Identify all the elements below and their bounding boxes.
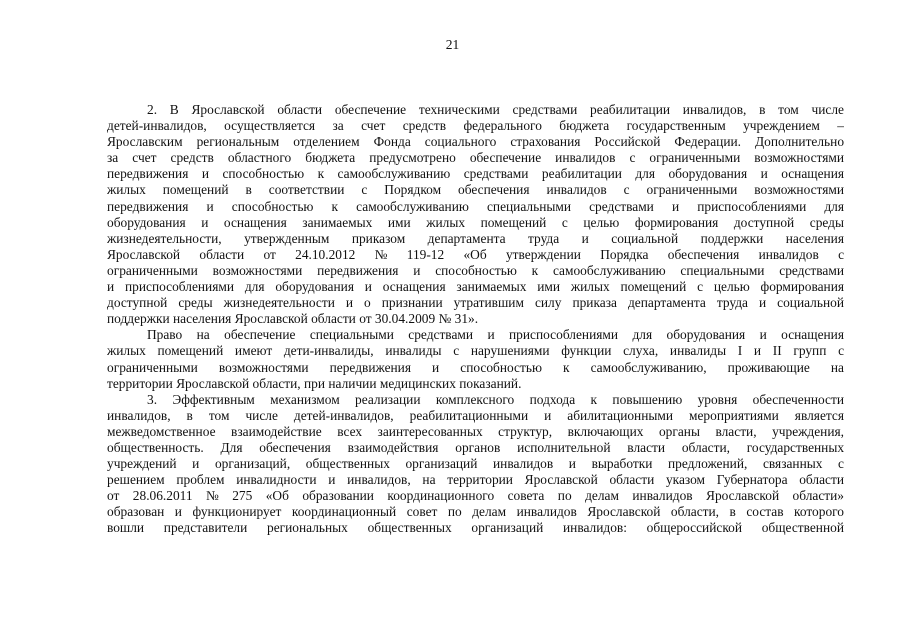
text-line: ограниченными возможностями передвижения и способностью к самообслуживанию специальными средствами	[107, 262, 844, 278]
page-number: 21	[445, 37, 460, 52]
text-line: межведомственное взаимодействие всех заинтересованных структур, включающих органы власти, учреждения,	[107, 423, 844, 439]
text-line: жилых помещений в соответствии с Порядком обеспечения инвалидов с ограниченными возможностями	[107, 182, 844, 198]
text-line: Ярославской области от 24.10.2012 № 119-12 «Об утверждении Порядка обеспечения инвалидов с	[107, 246, 844, 262]
text-line: территории Ярославской области, при наличии медицинских показаний.	[107, 375, 522, 391]
text-line: общественность. Для обеспечения взаимодействия органов исполнительной власти области, государственных	[107, 439, 844, 455]
text-line: и приспособлениями для оборудования и оснащения занимаемых ими жилых помещений с целью формирования	[107, 279, 844, 295]
text-line: Право на обеспечение специальными средствами и приспособлениями для оборудования и оснащения	[147, 327, 844, 343]
text-line: поддержки населения Ярославской области от 30.04.2009 № 31».	[107, 311, 479, 327]
text-line: ограниченными возможностями передвижения и способностью к самообслуживанию, проживающие на	[107, 359, 844, 375]
text-line: 2. В Ярославской области обеспечение техническими средствами реабилитации инвалидов, в том числе	[147, 102, 844, 117]
paragraph-2	[107, 327, 844, 391]
text-line: 3. Эффективным механизмом реализации комплексного подхода к повышению уровня обеспеченности	[147, 391, 844, 407]
text-line: доступной среды жизнедеятельности и о признании утратившим силу приказа департамента труда и социальной	[107, 295, 844, 311]
text-line: жилых помещений имеют дети-инвалиды, инвалиды с нарушениями функции слуха, инвалиды I и II групп с	[107, 343, 844, 359]
text-line: вошли представители региональных общественных организаций инвалидов: общероссийской общественной	[107, 520, 844, 536]
text-line: оборудования и оснащения занимаемых ими жилых помещений с целью формирования доступной среды	[107, 214, 844, 230]
text-line: решением проблем инвалидности и инвалидов, на территории Ярославской области указом Губернатора области	[107, 472, 844, 488]
text-line: от 28.06.2011 № 275 «Об образовании координационного совета по делам инвалидов Ярославской области»	[107, 488, 844, 504]
text-line: учреждений и организаций, общественных организаций инвалидов и выработки предложений, связанных с	[107, 456, 844, 472]
paragraph-3	[107, 392, 844, 537]
paragraph-1	[107, 102, 844, 327]
text-line: жизнедеятельности, утвержденным приказом департамента труда и социальной поддержки населения	[107, 230, 844, 246]
text-line: передвижения и способностью к самообслуживанию средствами реабилитации для оборудования и оснащения	[107, 166, 844, 182]
text-line: образован и функционирует координационный совет по делам инвалидов Ярославской области, в состав которого	[107, 504, 844, 520]
text-line: за счет средств областного бюджета предусмотрено обеспечение инвалидов с ограниченными возможностями	[107, 150, 844, 166]
text-line: передвижения и способностью к самообслуживанию специальными средствами и приспособлениями для	[107, 198, 844, 214]
text-line: Ярославским региональным отделением Фонда социального страхования Российской Федерации. Дополнительно	[107, 134, 844, 150]
text-line: инвалидов, в том числе детей-инвалидов, реабилитационными и абилитационными мероприятиями является	[107, 407, 844, 423]
document-body	[107, 102, 844, 537]
text-line: детей-инвалидов, осуществляется за счет средств федерального бюджета государственным учреждением –	[107, 118, 844, 134]
